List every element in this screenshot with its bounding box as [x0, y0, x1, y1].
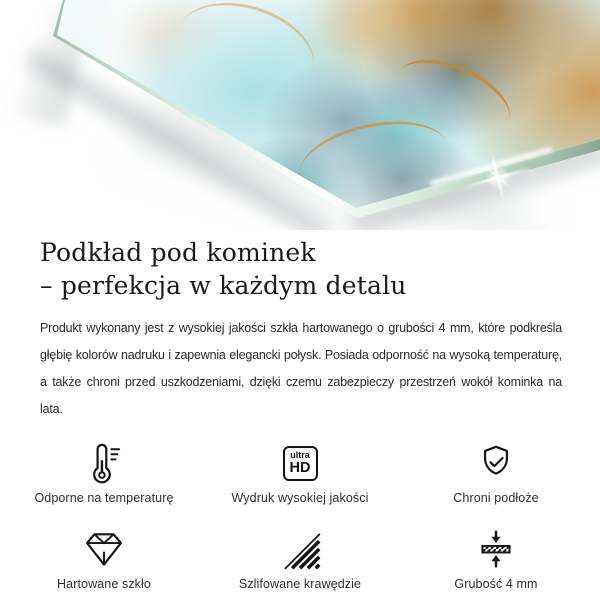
- feature-thickness: [398, 527, 594, 591]
- gold-vein: [166, 0, 326, 113]
- polished-edges-icon: [279, 527, 321, 571]
- diamond-icon: [82, 527, 126, 571]
- product-description: Produkt wykonany jest z wysokiej jakości szkła hartowanego o grubości 4 mm, które podkreśla głębię kolorów nadruku i zapewnia elegancki połysk. Posiada odporność na wysoką temperaturę, a także chroni przed uszkodzeniami, dzięki czemu zabezpieczy przestrzeń wokół kominka na lata.: [40, 321, 562, 416]
- content-block: [0, 230, 600, 423]
- feature-label: Hartowane szkło: [57, 577, 151, 591]
- feature-label: Chroni podłoże: [453, 491, 539, 505]
- title-line-1: Podkład pod kominek: [40, 238, 316, 267]
- feature-print-quality: [202, 441, 398, 505]
- feature-polished-edges: [202, 527, 398, 591]
- product-photo: [0, 0, 600, 230]
- feature-label: Grubość 4 mm: [454, 577, 538, 591]
- thickness-icon: [475, 527, 517, 571]
- ultra-hd-text-bottom: HD: [289, 459, 311, 476]
- thermometer-icon: [82, 441, 126, 485]
- feature-temperature: [6, 441, 202, 505]
- ultra-hd-icon: [283, 441, 318, 485]
- feature-label: Szlifowane krawędzie: [238, 577, 362, 591]
- page-title: [40, 236, 562, 302]
- feature-label: Odporne na temperaturę: [34, 491, 174, 505]
- feature-label: Wydruk wysokiej jakości: [231, 491, 369, 505]
- feature-tempered-glass: [6, 527, 202, 591]
- title-line-2: – perfekcja w każdym detalu: [40, 271, 407, 300]
- feature-protects-floor: [398, 441, 594, 505]
- shield-check-icon: [475, 441, 517, 485]
- ultra-hd-text-top: ultra: [290, 449, 310, 460]
- sparkle-flare-icon: [462, 142, 534, 214]
- feature-grid: [6, 441, 594, 591]
